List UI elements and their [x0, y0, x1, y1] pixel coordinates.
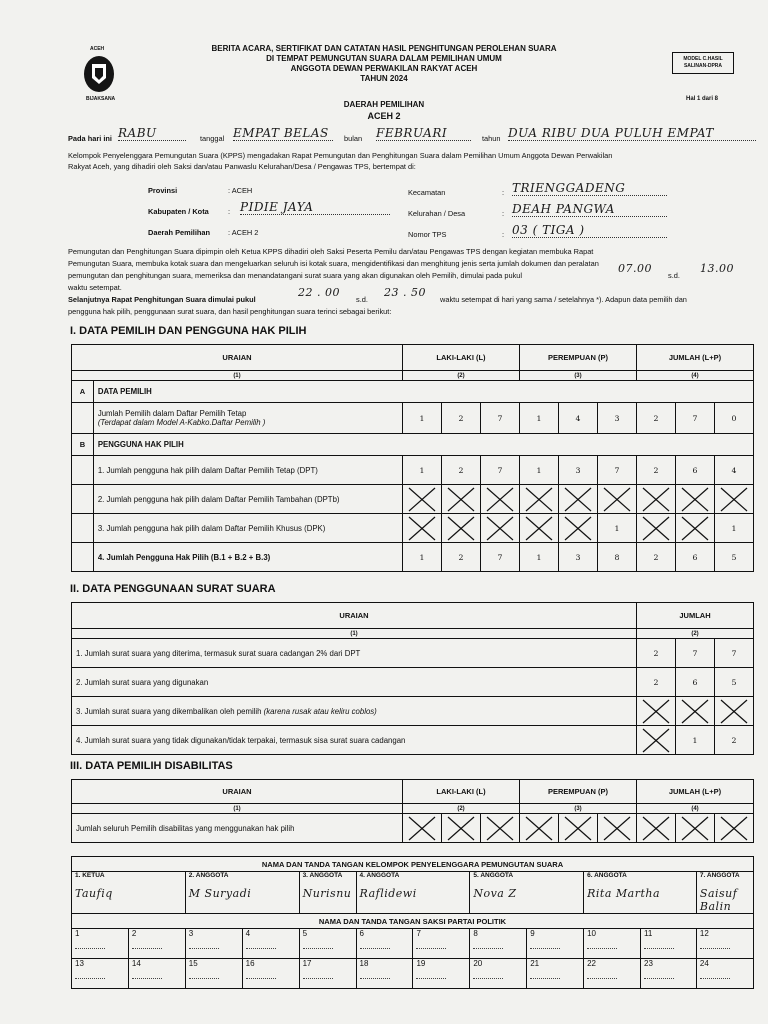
saksi-cell	[696, 959, 753, 989]
b3-p-digit: 1	[597, 514, 636, 543]
s2-r2-label: 2. Jumlah surat suara yang digunakan	[72, 668, 637, 697]
provinsi-label: Provinsi	[148, 186, 178, 195]
saksi-number: 2	[131, 929, 137, 938]
kecamatan-value: TRIENGGADENG	[512, 181, 667, 196]
tanggal-label: tanggal	[200, 134, 225, 143]
b4-j-digit: 5	[714, 543, 753, 572]
saksi-cell	[128, 959, 185, 989]
kabupaten-value: PIDIE JAYA	[240, 200, 390, 215]
b1-label: 1. Jumlah pengguna hak pilih dalam Daftar Pemilih Tetap (DPT)	[93, 456, 402, 485]
saksi-number: 13	[75, 959, 84, 968]
kpps-member-role: 5. ANGGOTA	[473, 872, 514, 879]
row-b-code: B	[72, 434, 94, 456]
saksi-cell	[413, 959, 470, 989]
count-start: 22 . 00	[298, 286, 340, 299]
saksi-signature-line	[644, 948, 674, 949]
s2-r3-label: 3. Jumlah surat suara yang dikembalikan oleh pemilih	[76, 706, 262, 716]
saksi-cell	[470, 959, 527, 989]
col-laki: LAKI-LAKI (L)	[402, 345, 519, 371]
b4-l-digit: 2	[441, 543, 480, 572]
sd-2: s.d.	[356, 295, 368, 304]
body-p1: Pemungutan dan Penghitungan Suara dipimpin oleh Ketua KPPS dihadiri oleh Saksi Peserta Pemilu dan/atau Pengawas TPS dengan kegiatan membuka Rapat	[68, 247, 594, 256]
pada-hari-ini-label: Pada hari ini	[68, 134, 112, 143]
table-row	[72, 456, 754, 485]
a1-j-digit: 7	[675, 403, 714, 434]
title-line-2: DI TEMPAT PEMUNGUTAN SUARA DALAM PEMILIHAN UMUM	[266, 54, 502, 63]
s3-col-uraian: URAIAN	[72, 780, 403, 804]
saksi-signature-line	[246, 948, 276, 949]
b1-l-digit: 2	[441, 456, 480, 485]
saksi-signature-line	[132, 948, 162, 949]
saksi-cell	[641, 959, 697, 989]
s3-num-1: (1)	[72, 804, 403, 814]
kpps-member-cell	[185, 872, 299, 914]
saksi-number: 16	[245, 959, 255, 968]
logo-emblem	[84, 56, 114, 92]
logo-bottom-text: BIJAKSANA	[86, 96, 116, 102]
bulan-value: FEBRUARI	[376, 126, 471, 141]
a1-label: Jumlah Pemilih dalam Daftar Pemilih Tetap	[97, 409, 247, 418]
body-p4: waktu setempat.	[68, 283, 122, 292]
table-row	[72, 543, 754, 572]
cross-mark	[520, 814, 559, 843]
tps-label: Nomor TPS	[408, 230, 447, 239]
saksi-number: 12	[699, 929, 709, 938]
b1-j-digit: 6	[675, 456, 714, 485]
cross-mark	[636, 485, 675, 514]
provinsi-value: : ACEH	[228, 186, 253, 195]
cross-mark	[715, 697, 754, 726]
saksi-cell	[356, 959, 413, 989]
title-line-1: BERITA ACARA, SERTIFIKAT DAN CATATAN HASIL PENGHITUNGAN PEROLEHAN SUARA	[211, 44, 557, 53]
cross-mark	[675, 514, 714, 543]
s2-r4-digit: 2	[715, 726, 754, 755]
row-b-title: PENGGUNA HAK PILIH	[93, 434, 753, 456]
saksi-cell	[641, 929, 697, 959]
title-line-4: TAHUN 2024	[360, 74, 408, 83]
s3-num-3: (3)	[520, 804, 637, 814]
saksi-signature-line	[360, 978, 390, 979]
saksi-number: 4	[245, 929, 251, 938]
count-end: 23 . 50	[384, 286, 426, 299]
s2-r4-digit: 1	[676, 726, 715, 755]
saksi-number: 20	[473, 959, 483, 968]
col-num-4: (4)	[636, 371, 753, 381]
section-3-title: III. DATA PEMILIH DISABILITAS	[70, 760, 233, 772]
cross-mark	[637, 814, 676, 843]
model-box	[672, 52, 734, 74]
s2-r1-label: 1. Jumlah surat suara yang diterima, termasuk surat suara cadangan 2% dari DPT	[72, 639, 637, 668]
saksi-signature-line	[416, 948, 446, 949]
table-row	[72, 639, 754, 668]
b1-p-digit: 3	[558, 456, 597, 485]
kpps-member-cell	[299, 872, 356, 914]
b2-label: 2. Jumlah pengguna hak pilih dalam Daftar Pemilih Tambahan (DPTb)	[93, 485, 402, 514]
saksi-cell	[584, 959, 641, 989]
kecamatan-label: Kecamatan	[408, 188, 446, 197]
s2-col-jumlah: JUMLAH	[637, 603, 754, 629]
s3-col-perempuan: PEREMPUAN (P)	[520, 780, 637, 804]
time-start: 07.00	[618, 262, 652, 275]
cross-mark	[676, 814, 715, 843]
saksi-signature-line	[530, 948, 560, 949]
kpps-member-signature: Nova Z	[473, 887, 517, 900]
time-end: 13.00	[700, 262, 734, 275]
b1-l-digit: 7	[480, 456, 519, 485]
b3-label: 3. Jumlah pengguna hak pilih dalam Daftar Pemilih Khusus (DPK)	[93, 514, 402, 543]
b4-j-digit: 2	[636, 543, 675, 572]
kpps-member-cell	[470, 872, 584, 914]
saksi-number: 21	[530, 959, 540, 968]
saksi-number: 8	[473, 929, 478, 938]
saksi-signature-line	[473, 948, 503, 949]
saksi-number: 19	[416, 959, 426, 968]
saksi-signature-line	[189, 978, 219, 979]
table-row	[72, 514, 754, 543]
kabupaten-label: Kabupaten / Kota	[148, 207, 209, 216]
cross-mark	[403, 814, 442, 843]
b1-j-digit: 2	[636, 456, 675, 485]
kpps-member-role: 6. ANGGOTA	[587, 872, 627, 879]
table-row	[72, 668, 754, 697]
a1-l-digit: 7	[480, 403, 519, 434]
col-num-2: (2)	[402, 371, 519, 381]
saksi-signature-line	[303, 948, 333, 949]
cross-mark	[402, 485, 441, 514]
kpps-member-role: 2. ANGGOTA	[188, 872, 229, 879]
saksi-signature-line	[303, 978, 333, 979]
table-row	[72, 403, 754, 434]
kpps-member-cell	[72, 872, 186, 914]
col-num-3: (3)	[519, 371, 636, 381]
kpps-text-2: Rakyat Aceh, yang dihadiri oleh Saksi dan/atau Panwaslu Kelurahan/Desa / Pengawas TPS, bertempat di:	[68, 162, 416, 171]
saksi-signature-line	[132, 978, 162, 979]
kelurahan-value: DEAH PANGWA	[512, 202, 667, 217]
s2-r4-label: 4. Jumlah surat suara yang tidak digunakan/tidak terpakai, termasuk sisa surat suara cadangan	[72, 726, 637, 755]
saksi-cell	[185, 929, 242, 959]
col-jumlah: JUMLAH (L+P)	[636, 345, 753, 371]
b4-p-digit: 8	[597, 543, 636, 572]
b1-l-digit: 1	[402, 456, 441, 485]
kpps-text: Kelompok Penyelenggara Pemungutan Suara (KPPS) mengadakan Rapat Pemungutan dan Penghitungan Suara dalam Pemilihan Umum Anggota Dewan Perwakilan	[68, 151, 613, 160]
sd-1: s.d.	[668, 271, 680, 280]
s2-num-1: (1)	[72, 629, 637, 639]
saksi-cell	[470, 929, 527, 959]
cross-mark	[558, 514, 597, 543]
cross-mark	[480, 514, 519, 543]
kpps-member-signature: Rita Martha	[587, 887, 661, 900]
a1-j-digit: 0	[714, 403, 753, 434]
saksi-signature-line	[473, 978, 503, 979]
signature-table	[71, 856, 754, 989]
kpps-member-signature: Saisuf Balin	[699, 887, 738, 913]
bulan-label: bulan	[344, 134, 363, 143]
dapil-heading-value: ACEH 2	[367, 111, 401, 121]
cross-mark	[598, 814, 637, 843]
section-1-title: I. DATA PEMILIH DAN PENGGUNA HAK PILIH	[70, 325, 307, 337]
saksi-cell	[696, 929, 753, 959]
body-p3: pemungutan dan penghitungan suara, memeriksa dan menandatangani surat suara yang akan digunakan oleh Pemilih, dimulai pada pukul	[68, 271, 523, 280]
section-2-table	[71, 602, 754, 755]
saksi-cell	[584, 929, 641, 959]
saksi-signature-line	[360, 948, 390, 949]
kip-aceh-logo	[78, 46, 124, 104]
cross-mark	[441, 485, 480, 514]
saksi-cell	[527, 959, 584, 989]
cross-mark	[558, 485, 597, 514]
cross-mark	[481, 814, 520, 843]
kelurahan-label: Kelurahan / Desa	[408, 209, 466, 218]
saksi-signature-line	[416, 978, 446, 979]
col-uraian: URAIAN	[72, 345, 403, 371]
a1-p-digit: 3	[597, 403, 636, 434]
cross-mark	[480, 485, 519, 514]
s3-num-2: (2)	[403, 804, 520, 814]
saksi-number: 14	[131, 959, 141, 968]
kpps-member-signature: M Suryadi	[188, 887, 252, 900]
saksi-signature-line	[587, 978, 617, 979]
kpps-member-cell	[696, 872, 753, 914]
cross-mark	[676, 697, 715, 726]
cross-mark	[559, 814, 598, 843]
saksi-number: 24	[699, 959, 709, 968]
saksi-signature-line	[75, 978, 105, 979]
intro-line	[68, 128, 758, 146]
saksi-number: 15	[188, 959, 198, 968]
cross-mark	[597, 485, 636, 514]
cross-mark	[637, 697, 676, 726]
s3-r1-label: Jumlah seluruh Pemilih disabilitas yang menggunakan hak pilih	[72, 814, 403, 843]
s2-r2-digit: 6	[676, 668, 715, 697]
saksi-cell	[527, 929, 584, 959]
section-2-title: II. DATA PENGGUNAAN SURAT SUARA	[70, 583, 276, 595]
kpps-member-role: 1. KETUA	[75, 872, 105, 879]
table-row	[72, 814, 754, 843]
saksi-number: 18	[359, 959, 369, 968]
hari-value: RABU	[118, 126, 186, 141]
col-perempuan: PEREMPUAN (P)	[519, 345, 636, 371]
saksi-signature-line	[189, 948, 219, 949]
saksi-number: 22	[587, 959, 597, 968]
cross-mark	[519, 485, 558, 514]
kpps-member-cell	[356, 872, 470, 914]
table-row	[72, 485, 754, 514]
a1-l-digit: 2	[441, 403, 480, 434]
b4-j-digit: 6	[675, 543, 714, 572]
model-line-2: SALINAN-DPRA	[683, 63, 723, 69]
section-3-table	[71, 779, 754, 843]
cross-mark	[442, 814, 481, 843]
saksi-signature-line	[644, 978, 674, 979]
saksi-cell	[242, 959, 299, 989]
a1-note: (Terdapat dalam Model A-Kabko.Daftar Pemilih )	[97, 418, 266, 427]
saksi-signature-line	[530, 978, 560, 979]
saksi-cell	[72, 929, 129, 959]
kpps-member-role: 3. ANGGOTA	[302, 872, 343, 879]
s2-r3-note: (karena rusak atau keliru coblos)	[263, 706, 377, 716]
table-row	[72, 697, 754, 726]
logo-top-text: ACEH	[90, 46, 105, 52]
b1-p-digit: 7	[597, 456, 636, 485]
col-num-1: (1)	[72, 371, 403, 381]
table-row	[72, 726, 754, 755]
tahun-label: tahun	[482, 134, 501, 143]
a1-p-digit: 4	[558, 403, 597, 434]
cross-mark	[402, 514, 441, 543]
saksi-number: 5	[302, 929, 308, 938]
saksi-number: 7	[416, 929, 421, 938]
kpps-member-signature: Taufiq	[75, 887, 113, 900]
kpps-signature-title: NAMA DAN TANDA TANGAN KELOMPOK PENYELENGGARA PEMUNGUTAN SUARA	[72, 857, 754, 872]
saksi-cell	[185, 959, 242, 989]
cross-mark	[714, 485, 753, 514]
s2-r2-digit: 5	[715, 668, 754, 697]
s2-r1-digit: 7	[715, 639, 754, 668]
saksi-signature-line	[587, 948, 617, 949]
saksi-signature-line	[75, 948, 105, 949]
saksi-signature-line	[246, 978, 276, 979]
saksi-signature-line	[700, 978, 730, 979]
saksi-cell	[413, 929, 470, 959]
body-p2: Pemungutan Suara, membuka kotak suara dan mengeluarkan seluruh isi kotak suara, mengidentifikasi dan menghitung jenis serta jumlah dokumen dan peralatan	[68, 259, 599, 268]
b4-p-digit: 1	[519, 543, 558, 572]
kpps-member-role: 4. ANGGOTA	[359, 872, 400, 879]
saksi-cell	[72, 959, 129, 989]
cross-mark	[636, 514, 675, 543]
s3-col-laki: LAKI-LAKI (L)	[403, 780, 520, 804]
body-p6: waktu setempat di hari yang sama / setelahnya *). Adapun data pemilih dan	[440, 295, 687, 304]
a1-p-digit: 1	[519, 403, 558, 434]
saksi-cell	[242, 929, 299, 959]
tanggal-value: EMPAT BELAS	[233, 126, 333, 141]
b1-j-digit: 4	[714, 456, 753, 485]
saksi-signature-line	[700, 948, 730, 949]
saksi-cell	[299, 929, 356, 959]
a1-l-digit: 1	[402, 403, 441, 434]
s3-col-jumlah: JUMLAH (L+P)	[637, 780, 754, 804]
s2-r1-digit: 7	[676, 639, 715, 668]
tahun-value: DUA RIBU DUA PULUH EMPAT	[508, 126, 756, 141]
dapil-value: : ACEH 2	[228, 228, 259, 237]
saksi-number: 1	[75, 929, 80, 938]
title-line-3: ANGGOTA DEWAN PERWAKILAN RAKYAT ACEH	[290, 64, 478, 73]
kpps-member-signature: Raflidewi	[359, 887, 417, 900]
saksi-number: 17	[302, 959, 312, 968]
dapil-label: Daerah Pemilihan	[148, 228, 211, 237]
kpps-member-signature: Nurisnu	[302, 887, 352, 900]
dapil-heading: DAERAH PEMILIHAN	[343, 100, 425, 109]
kpps-member-role: 7. ANGGOTA	[699, 872, 740, 879]
s2-r2-digit: 2	[637, 668, 676, 697]
row-a-title: DATA PEMILIH	[93, 381, 753, 403]
tps-value: 03 ( TIGA )	[512, 223, 667, 238]
b1-p-digit: 1	[519, 456, 558, 485]
saksi-cell	[128, 929, 185, 959]
s2-num-2: (2)	[637, 629, 754, 639]
model-line-1: MODEL C.HASIL	[683, 56, 723, 62]
saksi-number: 3	[188, 929, 194, 938]
saksi-number: 11	[644, 929, 653, 938]
b4-label: 4. Jumlah Pengguna Hak Pilih (B.1 + B.2 + B.3)	[93, 543, 402, 572]
saksi-number: 9	[530, 929, 535, 938]
saksi-signature-title: NAMA DAN TANDA TANGAN SAKSI PARTAI POLITIK	[72, 914, 754, 929]
saksi-cell	[299, 959, 356, 989]
s2-r1-digit: 2	[637, 639, 676, 668]
kpps-member-cell	[584, 872, 697, 914]
cross-mark	[519, 514, 558, 543]
saksi-number: 23	[644, 959, 653, 968]
cross-mark	[441, 514, 480, 543]
s3-num-4: (4)	[637, 804, 754, 814]
cross-mark	[675, 485, 714, 514]
cross-mark	[637, 726, 676, 755]
body-p5: Selanjutnya Rapat Penghitungan Suara dimulai pukul	[68, 295, 256, 304]
b4-l-digit: 1	[402, 543, 441, 572]
body-p7: pengguna hak pilih, penggunaan surat suara, dan hasil penghitungan suara terinci sebagai berikut:	[68, 307, 392, 316]
a1-j-digit: 2	[636, 403, 675, 434]
b4-p-digit: 3	[558, 543, 597, 572]
b3-j-digit: 1	[714, 514, 753, 543]
s2-col-uraian: URAIAN	[72, 603, 637, 629]
cross-mark	[715, 814, 754, 843]
saksi-number: 10	[587, 929, 597, 938]
row-a-code: A	[72, 381, 94, 403]
section-1-table	[71, 344, 754, 572]
page-number: Hal 1 dari 8	[686, 96, 719, 102]
b4-l-digit: 7	[480, 543, 519, 572]
saksi-cell	[356, 929, 413, 959]
saksi-number: 6	[359, 929, 364, 938]
